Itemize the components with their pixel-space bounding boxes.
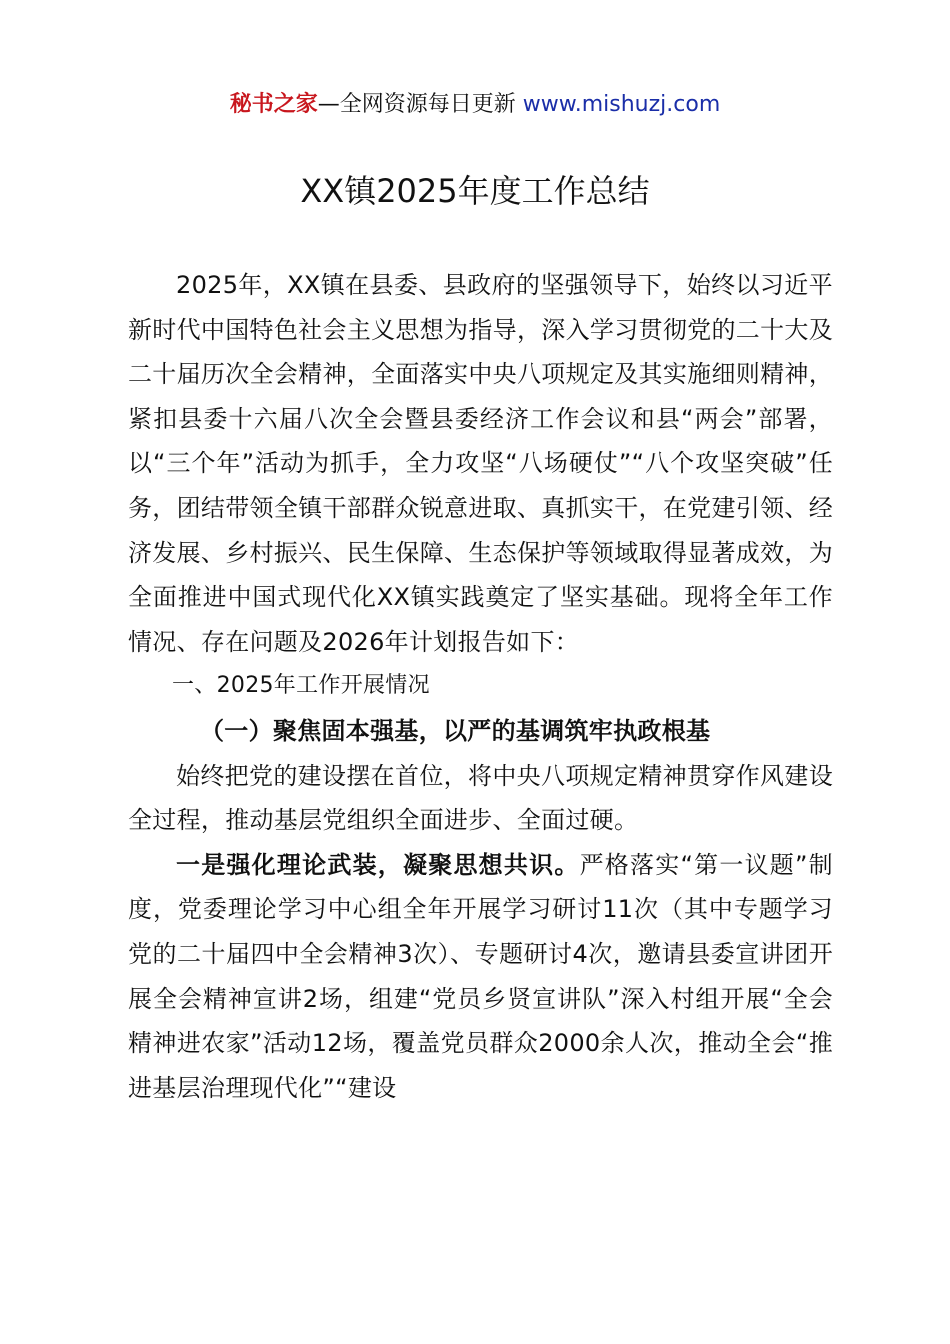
document-body bbox=[128, 263, 833, 1110]
site-brand: 秘书之家 bbox=[229, 92, 318, 117]
point-lead: 一是强化理论武装，凝聚思想共识。 bbox=[176, 850, 580, 879]
site-tagline: —全网资源每日更新 bbox=[317, 92, 523, 117]
site-url-link[interactable]: www.mishuzj.com bbox=[522, 92, 721, 117]
section-heading: 一、2025年工作开展情况 bbox=[172, 673, 430, 699]
point-paragraph bbox=[128, 843, 833, 1111]
point-body: 严格落实“第一议题”制度，党委理论学习中心组全年开展学习研讨11次（其中专题学习党的二十届四中全会精神3次）、专题研讨4次，邀请县委宣讲团开展全会精神宣讲2场，组建“党员乡贤宣讲队”深入村组开展“全会精神进农家”活动12场，覆盖党员群众2000余人次，推动全会“推进基层治理现代化”“建设 bbox=[128, 850, 833, 1102]
document-title: XX镇2025年度工作总结 bbox=[300, 172, 650, 210]
intro-paragraph: 2025年，XX镇在县委、县政府的坚强领导下，始终以习近平新时代中国特色社会主义思想为指导，深入学习贯彻党的二十大及二十届历次全会精神，全面落实中央八项规定及其实施细则精神，紧扣县委十六届八次全会暨县委经济工作会议和县“两会”部署，以“三个年”活动为抓手，全力攻坚“八场硬仗”“八个攻坚突破”任务，团结带领全镇干部群众锐意进取、真抓实干，在党建引领、经济发展、乡村振兴、民生保障、生态保护等领域取得显著成效，为全面推进中国式现代化XX镇实践奠定了坚实基础。现将全年工作情况、存在问题及2026年计划报告如下： bbox=[128, 271, 833, 656]
subsection-intro-paragraph: 始终把党的建设摆在首位，将中央八项规定精神贯穿作风建设全过程，推动基层党组织全面进步、全面过硬。 bbox=[128, 761, 833, 835]
site-header bbox=[0, 88, 950, 122]
subsection-heading: （一）聚焦固本强基，以严的基调筑牢执政根基 bbox=[200, 716, 711, 745]
